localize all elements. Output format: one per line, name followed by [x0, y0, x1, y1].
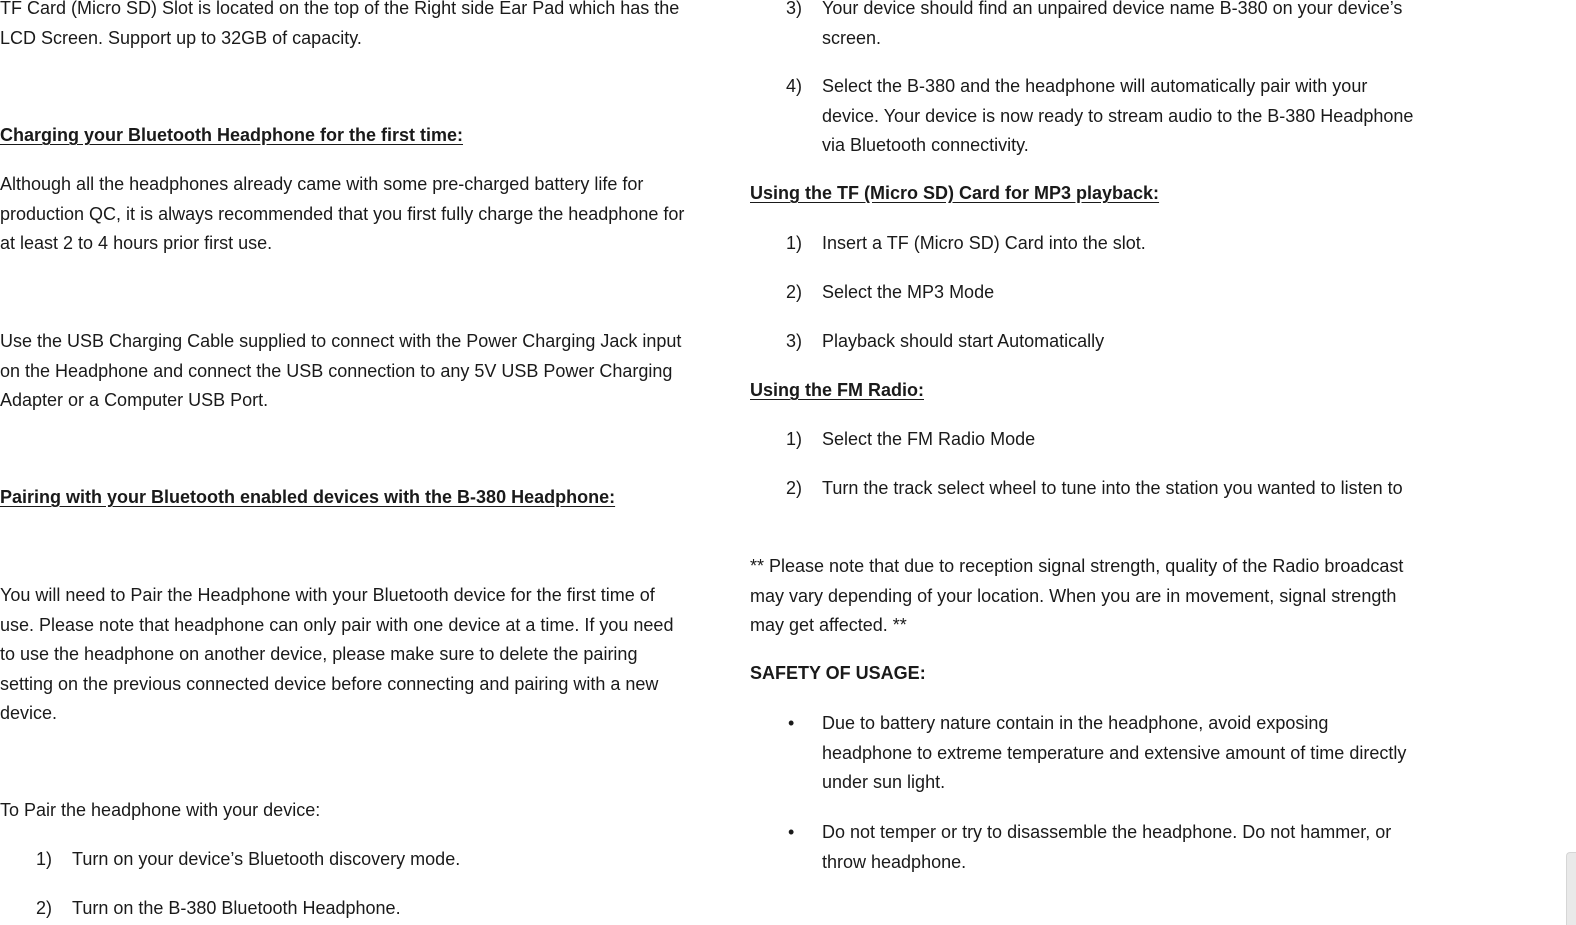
list-number: 1): [786, 233, 803, 253]
list-number: 3): [786, 0, 803, 18]
list-text: Select the MP3 Mode: [822, 282, 995, 302]
pairing-paragraph: You will need to Pair the Headphone with your Bluetooth device for the first time of use. Please note that headphone can only pair with one device at a time. If you need to use the headphone on another device, please make sure to delete the pairing setting on the previous connected device before connecting and pairing with a new device.: [0, 585, 674, 723]
list-number: 1): [36, 849, 53, 869]
scrollbar-handle[interactable]: [1566, 852, 1576, 925]
charging-paragraph-1: Although all the headphones already came with some pre-charged battery life for production QC, it is always recommended that you first fully charge the headphone for at least 2 to 4 hours prior first use.: [0, 174, 685, 253]
list-text: Do not temper or try to disassemble the headphone. Do not hammer, or throw headphone.: [822, 822, 1392, 872]
list-text: Turn on your device’s Bluetooth discovery mode.: [72, 849, 461, 869]
list-number: 3): [786, 331, 803, 351]
pairing-heading: Pairing with your Bluetooth enabled devices with the B-380 Headphone:: [0, 487, 616, 507]
list-text: Turn the track select wheel to tune into the station you wanted to listen to: [822, 478, 1403, 498]
fm-radio-heading: Using the FM Radio:: [750, 380, 924, 400]
list-number: 2): [786, 282, 803, 302]
list-text: Select the B-380 and the headphone will automatically pair with your device. Your device is now ready to stream audio to the B-380 Headphone via Bluetooth connectivity.: [822, 76, 1414, 155]
charging-heading: Charging your Bluetooth Headphone for the first time:: [0, 125, 463, 145]
fm-note: ** Please note that due to reception signal strength, quality of the Radio broadcast may vary depending of your location. When you are in movement, signal strength may get affected. **: [750, 556, 1404, 635]
list-number: 4): [786, 76, 803, 96]
pair-intro: To Pair the headphone with your device:: [0, 800, 321, 820]
safety-heading: SAFETY OF USAGE:: [750, 663, 926, 683]
list-text: Insert a TF (Micro SD) Card into the slot.: [822, 233, 1146, 253]
bullet-icon: •: [788, 713, 795, 733]
list-number: 2): [36, 898, 53, 918]
tf-card-heading: Using the TF (Micro SD) Card for MP3 playback:: [750, 183, 1160, 203]
list-text: Select the FM Radio Mode: [822, 429, 1036, 449]
intro-paragraph: TF Card (Micro SD) Slot is located on the top of the Right side Ear Pad which has the LCD Screen. Support up to 32GB of capacity.: [0, 0, 680, 48]
charging-paragraph-2: Use the USB Charging Cable supplied to connect with the Power Charging Jack input on the Headphone and connect the USB connection to any 5V USB Power Charging Adapter or a Computer USB Port.: [0, 331, 682, 410]
list-text: Due to battery nature contain in the headphone, avoid exposing headphone to extreme temperature and extensive amount of time directly under sun light.: [822, 713, 1407, 792]
list-text: Your device should find an unpaired device name B-380 on your device’s screen.: [822, 0, 1403, 48]
list-text: Turn on the B-380 Bluetooth Headphone.: [72, 898, 401, 918]
list-number: 1): [786, 429, 803, 449]
bullet-icon: •: [788, 822, 795, 842]
list-text: Playback should start Automatically: [822, 331, 1105, 351]
list-number: 2): [786, 478, 803, 498]
